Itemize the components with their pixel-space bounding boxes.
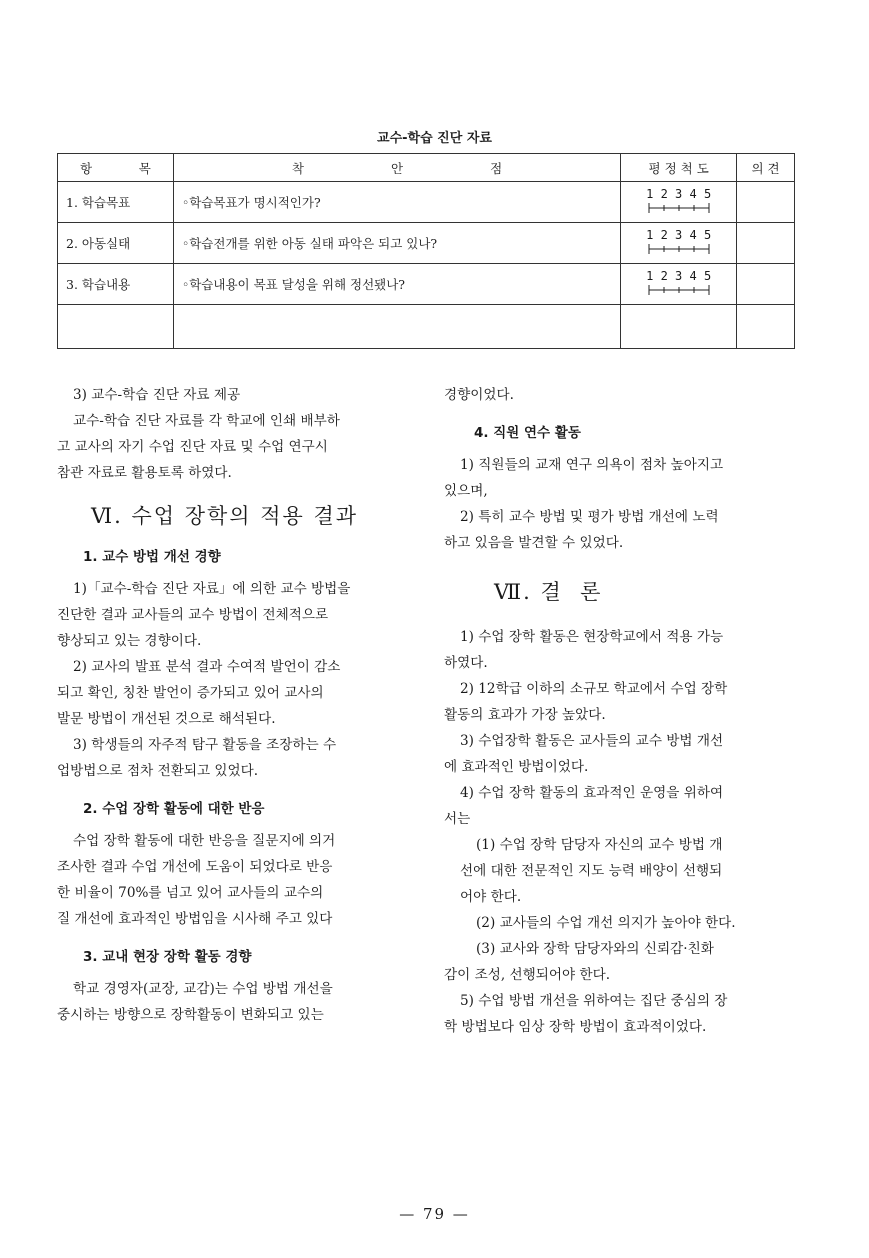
text-line: 3) 학생들의 자주적 탐구 활동을 조장하는 수 bbox=[73, 737, 337, 753]
text-line: 경향이었다. bbox=[444, 387, 514, 403]
row-item: 1. 학습목표 bbox=[58, 182, 174, 223]
text-line: 조사한 결과 수업 개선에 도움이 되었다로 반응 bbox=[57, 859, 333, 875]
header-opinion: 의 견 bbox=[737, 154, 795, 182]
text-line: (1) 수업 장학 담당자 자신의 교수 방법 개 bbox=[476, 837, 723, 853]
text-line: 감이 조성, 선행되어야 한다. bbox=[444, 967, 611, 983]
text-line: 선에 대한 전문적인 지도 능력 배양이 선행되 bbox=[460, 863, 723, 879]
text-line: 수업 장학 활동에 대한 반응을 질문지에 의거 bbox=[73, 833, 336, 849]
row-opinion bbox=[737, 264, 795, 305]
right-column bbox=[444, 382, 799, 1040]
text-line: 서는 bbox=[444, 811, 471, 827]
subsection-title: 1. 교수 방법 개선 경향 bbox=[83, 549, 221, 565]
text-line: 학 방법보다 임상 장학 방법이 효과적이었다. bbox=[444, 1019, 707, 1035]
row-point: ◦학습내용이 목표 달성을 위해 정선됐나? bbox=[173, 264, 620, 305]
text-line: 중시하는 방향으로 장학활동이 변화되고 있는 bbox=[57, 1007, 324, 1023]
text-line: 있으며, bbox=[444, 483, 488, 499]
text-line: 2) 교사의 발표 분석 결과 수여적 발언이 감소 bbox=[73, 659, 341, 675]
header-point: 착 안 점 bbox=[173, 154, 620, 182]
text-line: 하고 있음을 발견할 수 있었다. bbox=[444, 535, 624, 551]
table-row bbox=[58, 264, 795, 305]
table-title: 교수-학습 진단 자료 bbox=[377, 131, 492, 146]
header-scale: 평 정 척 도 bbox=[621, 154, 737, 182]
scale-numbers: 1 2 3 4 5 bbox=[646, 187, 712, 201]
row-item bbox=[58, 305, 174, 349]
diagnosis-table bbox=[57, 153, 795, 349]
text-line: 참관 자료로 활용토록 하였다. bbox=[57, 465, 232, 481]
rating-scale bbox=[621, 223, 737, 264]
row-opinion bbox=[737, 223, 795, 264]
text-line: 되고 확인, 칭찬 발언이 증가되고 있어 교사의 bbox=[57, 685, 324, 701]
text-line: 3) 수업장학 활동은 교사들의 교수 방법 개선 bbox=[460, 733, 724, 749]
row-opinion bbox=[737, 305, 795, 349]
text-line: 학교 경영자(교장, 교감)는 수업 방법 개선을 bbox=[73, 981, 333, 997]
text-line: 1) 직원들의 교재 연구 의욕이 점차 높아지고 bbox=[460, 457, 724, 473]
subsection-title: 4. 직원 연수 활동 bbox=[474, 425, 581, 441]
text-line: 2) 특히 교수 방법 및 평가 방법 개선에 노력 bbox=[460, 509, 719, 525]
text-line: 1)「교수-학습 진단 자료」에 의한 교수 방법을 bbox=[73, 581, 351, 597]
text-line: 향상되고 있는 경향이다. bbox=[57, 633, 202, 649]
subsection-title: 3. 교내 현장 장학 활동 경향 bbox=[83, 949, 252, 965]
text-line: 1) 수업 장학 활동은 현장학교에서 적용 가능 bbox=[460, 629, 724, 645]
section-title-vi: Ⅵ. 수업 장학의 적용 결과 bbox=[91, 504, 359, 528]
text-line: 고 교사의 자기 수업 진단 자료 및 수업 연구시 bbox=[57, 439, 328, 455]
subsection-title: 2. 수업 장학 활동에 대한 반응 bbox=[83, 801, 265, 817]
text-line: 활동의 효과가 가장 높았다. bbox=[444, 707, 606, 723]
text-line: 한 비율이 70%를 넘고 있어 교사들의 교수의 bbox=[57, 885, 324, 901]
text-line: 업방법으로 점차 전환되고 있었다. bbox=[57, 763, 259, 779]
paragraph-heading: 3) 교수-학습 진단 자료 제공 bbox=[73, 387, 241, 403]
row-item: 3. 학습내용 bbox=[58, 264, 174, 305]
scale-ruler-icon bbox=[647, 244, 711, 254]
scale-ruler-icon bbox=[647, 285, 711, 295]
table-header-row bbox=[58, 154, 795, 182]
row-point: ◦학습목표가 명시적인가? bbox=[173, 182, 620, 223]
row-point: ◦학습전개를 위한 아동 실태 파악은 되고 있나? bbox=[173, 223, 620, 264]
scale-numbers: 1 2 3 4 5 bbox=[646, 228, 712, 242]
rating-scale bbox=[621, 305, 737, 349]
scale-numbers: 1 2 3 4 5 bbox=[646, 269, 712, 283]
text-line: 질 개선에 효과적인 방법임을 시사해 주고 있다 bbox=[57, 911, 333, 927]
text-line: 진단한 결과 교사들의 교수 방법이 전체적으로 bbox=[57, 607, 329, 623]
text-line: 에 효과적인 방법이었다. bbox=[444, 759, 589, 775]
rating-scale bbox=[621, 182, 737, 223]
row-point bbox=[173, 305, 620, 349]
text-line: (2) 교사들의 수업 개선 의지가 높아야 한다. bbox=[476, 915, 736, 931]
text-line: 어야 한다. bbox=[460, 889, 522, 905]
text-line: 교수-학습 진단 자료를 각 학교에 인쇄 배부하 bbox=[73, 413, 340, 429]
text-line: (3) 교사와 장학 담당자와의 신뢰감·친화 bbox=[476, 941, 714, 957]
text-line: 4) 수업 장학 활동의 효과적인 운영을 위하여 bbox=[460, 785, 724, 801]
text-line: 5) 수업 방법 개선을 위하여는 집단 중심의 장 bbox=[460, 993, 728, 1009]
section-title-vii: Ⅶ. 결 론 bbox=[494, 580, 603, 604]
row-opinion bbox=[737, 182, 795, 223]
header-item: 항 목 bbox=[58, 154, 174, 182]
left-column bbox=[57, 382, 419, 1028]
text-line: 하였다. bbox=[444, 655, 488, 671]
row-item: 2. 아동실태 bbox=[58, 223, 174, 264]
text-line: 발문 방법이 개선된 것으로 해석된다. bbox=[57, 711, 276, 727]
rating-scale bbox=[621, 264, 737, 305]
table-row bbox=[58, 223, 795, 264]
scale-ruler-icon bbox=[647, 203, 711, 213]
table-row-empty bbox=[58, 305, 795, 349]
page-number: — 79 — bbox=[399, 1205, 470, 1223]
text-line: 2) 12학급 이하의 소규모 학교에서 수업 장학 bbox=[460, 681, 728, 697]
table-row bbox=[58, 182, 795, 223]
